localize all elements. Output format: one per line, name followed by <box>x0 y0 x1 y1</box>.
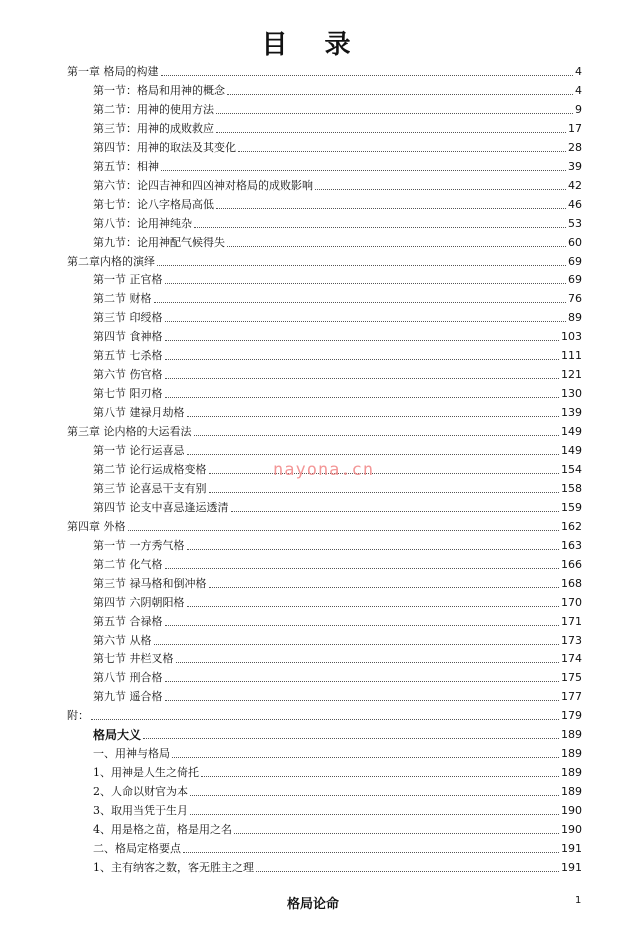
toc-leader-dots <box>201 775 559 777</box>
toc-entry-page: 189 <box>561 747 582 761</box>
toc-entry[interactable] <box>0 137 626 155</box>
toc-entry-label: 第八节 建禄月劫格 <box>93 406 185 420</box>
toc-entry-label: 第一节 正官格 <box>93 273 163 287</box>
toc-entry-page: 162 <box>561 519 582 533</box>
toc-entry-page: 190 <box>561 823 582 836</box>
toc-leader-dots <box>209 586 560 588</box>
toc-entry-label: 第六节 伤官格 <box>93 368 163 382</box>
toc-entry-label: 第四节 食神格 <box>93 330 163 344</box>
toc-leader-dots <box>190 813 559 815</box>
toc-entry-label: 第四章 外格 <box>67 519 126 533</box>
toc-entry-page: 28 <box>568 140 582 154</box>
toc-leader-dots <box>187 548 560 550</box>
toc-entry[interactable] <box>0 857 626 875</box>
toc-entry-label: 一、用神与格局 <box>93 747 170 761</box>
toc-leader-dots <box>187 605 560 607</box>
toc-entry-label: 附： <box>67 709 89 723</box>
toc-entry-label: 4、用是格之苗，格是用之名 <box>93 823 232 836</box>
toc-leader-dots <box>187 415 560 417</box>
toc-entry-page: 189 <box>561 785 582 799</box>
toc-entry-label: 第一节 一方秀气格 <box>93 538 185 552</box>
toc-entry-label: 第三章 论内格的大运看法 <box>67 425 192 439</box>
toc-entry-page: 154 <box>561 462 582 476</box>
toc-leader-dots <box>143 737 559 739</box>
toc-entry-page: 177 <box>561 690 582 704</box>
toc-entry-label: 二、格局定格要点 <box>93 841 181 855</box>
toc-entry-label: 第六节：论四吉神和四凶神对格局的成败影响 <box>93 178 313 192</box>
toc-leader-dots <box>238 150 566 152</box>
toc-leader-dots <box>165 320 567 322</box>
toc-entry[interactable] <box>0 819 626 837</box>
toc-entry[interactable] <box>0 307 626 325</box>
toc-entry[interactable] <box>0 213 626 231</box>
toc-leader-dots <box>165 358 560 360</box>
toc-leader-dots <box>154 643 560 645</box>
toc-entry[interactable] <box>0 554 626 572</box>
toc-entry-page: 171 <box>561 614 582 628</box>
toc-entry[interactable] <box>0 175 626 193</box>
watermark: nayona.cn <box>273 460 375 480</box>
toc-entry-label: 第六节 从格 <box>93 633 152 647</box>
toc-entry[interactable] <box>0 269 626 287</box>
toc-entry-page: 53 <box>568 216 582 230</box>
toc-entry[interactable] <box>0 421 626 439</box>
toc-leader-dots <box>187 453 560 455</box>
toc-entry[interactable] <box>0 686 626 704</box>
toc-entry-page: 69 <box>568 254 582 268</box>
toc-leader-dots <box>231 510 560 512</box>
toc-entry[interactable] <box>0 611 626 629</box>
toc-entry-page: 191 <box>561 860 582 874</box>
toc-entry[interactable] <box>0 497 626 515</box>
toc-entry[interactable] <box>0 762 626 780</box>
toc-entry-page: 149 <box>561 444 582 457</box>
toc-leader-dots <box>216 112 573 114</box>
toc-entry-label: 第五节 合禄格 <box>93 614 163 628</box>
toc-entry-page: 4 <box>575 65 582 78</box>
toc-entry-label: 第四节 六阴朝阳格 <box>93 595 185 609</box>
toc-entry[interactable] <box>0 383 626 401</box>
footer-page-number: 1 <box>575 895 582 906</box>
toc-leader-dots <box>165 699 560 701</box>
toc-entry[interactable] <box>0 118 626 136</box>
toc-entry-label: 1、用神是人生之倚托 <box>93 766 199 780</box>
toc-entry-label: 格局大义 <box>93 728 142 743</box>
toc-leader-dots <box>209 472 560 474</box>
toc-leader-dots <box>165 377 560 379</box>
toc-entry-label: 第三节 印绶格 <box>93 311 163 325</box>
toc-leader-dots <box>216 131 566 133</box>
toc-entry-page: 39 <box>568 159 582 173</box>
toc-leader-dots <box>234 832 559 834</box>
toc-leader-dots <box>165 396 560 398</box>
toc-entry[interactable] <box>0 743 626 761</box>
toc-leader-dots <box>165 624 560 626</box>
toc-entry[interactable] <box>0 705 626 723</box>
toc-entry-label: 第五节：相神 <box>93 159 159 173</box>
toc-entry-label: 第二章内格的演绎 <box>67 254 155 268</box>
toc-entry-page: 139 <box>561 406 582 420</box>
toc-entry[interactable] <box>0 800 626 818</box>
toc-entry-label: 第九节 遥合格 <box>93 690 163 704</box>
toc-leader-dots <box>194 434 560 436</box>
toc-entry-page: 179 <box>561 709 582 723</box>
toc-entry-label: 第三节：用神的成败救应 <box>93 121 214 135</box>
page-title: 目 录 <box>261 30 365 60</box>
toc-entry-label: 2、人命以财官为本 <box>93 785 188 799</box>
toc-entry-page: 189 <box>561 728 582 742</box>
toc-entry-page: 103 <box>561 330 582 344</box>
toc-entry[interactable] <box>0 535 626 553</box>
toc-entry-page: 89 <box>568 311 582 325</box>
toc-leader-dots <box>172 756 559 758</box>
toc-entry-label: 第七节 阳刃格 <box>93 387 163 401</box>
toc-entry[interactable] <box>0 592 626 610</box>
toc-entry-page: 149 <box>561 425 582 439</box>
toc-leader-dots <box>183 851 559 853</box>
toc-entry-page: 173 <box>561 633 582 647</box>
toc-leader-dots <box>315 188 566 190</box>
toc-entry-label: 第二节：用神的使用方法 <box>93 102 214 116</box>
toc-entry[interactable] <box>0 516 626 534</box>
toc-leader-dots <box>154 301 567 303</box>
toc-entry-page: 42 <box>568 178 582 192</box>
toc-entry-page: 158 <box>561 481 582 495</box>
toc-leader-dots <box>227 93 573 95</box>
toc-entry-page: 17 <box>568 121 582 135</box>
toc-entry[interactable] <box>0 194 626 212</box>
toc-entry[interactable] <box>0 402 626 420</box>
toc-entry[interactable] <box>0 478 626 496</box>
toc-entry-page: 191 <box>561 841 582 855</box>
toc-leader-dots <box>190 794 559 796</box>
toc-entry-label: 第七节：论八字格局高低 <box>93 197 214 211</box>
toc-entry-label: 第七节 井栏叉格 <box>93 652 174 666</box>
toc-leader-dots <box>161 169 566 171</box>
toc-entry-label: 第二节 化气格 <box>93 557 163 571</box>
toc-entry-page: 189 <box>561 766 582 780</box>
toc-entry-label: 1、主有纳客之数，客无胜主之理 <box>93 860 254 874</box>
toc-leader-dots <box>209 491 560 493</box>
toc-entry[interactable] <box>0 288 626 306</box>
footer-book-title: 格局论命 <box>286 897 339 912</box>
toc-entry-page: 76 <box>568 292 582 306</box>
toc-entry-label: 第五节 七杀格 <box>93 349 163 363</box>
toc-leader-dots <box>128 529 560 531</box>
toc-entry[interactable] <box>0 80 626 98</box>
toc-entry-label: 第一节 论行运喜忌 <box>93 444 185 457</box>
toc-entry[interactable] <box>0 648 626 666</box>
toc-entry-label: 第八节：论用神纯杂 <box>93 216 192 230</box>
toc-entry-page: 121 <box>561 368 582 382</box>
toc-entry-page: 175 <box>561 671 582 685</box>
toc-leader-dots <box>165 339 560 341</box>
toc-entry-page: 190 <box>561 804 582 818</box>
toc-entry[interactable] <box>0 440 626 458</box>
toc-entry[interactable] <box>0 667 626 685</box>
toc-leader-dots <box>165 680 560 682</box>
toc-entry-page: 46 <box>568 197 582 211</box>
toc-entry[interactable] <box>0 99 626 117</box>
toc-entry[interactable] <box>0 232 626 250</box>
toc-entry[interactable] <box>0 724 626 742</box>
toc-entry-label: 第二节 论行运成格变格 <box>93 462 207 476</box>
toc-entry-label: 第四节 论支中喜忌逢运透清 <box>93 500 229 514</box>
toc-entry[interactable] <box>0 838 626 856</box>
toc-leader-dots <box>176 661 560 663</box>
toc-entry-page: 163 <box>561 538 582 552</box>
toc-leader-dots <box>227 245 566 247</box>
toc-leader-dots <box>216 207 566 209</box>
toc-leader-dots <box>256 870 559 872</box>
toc-entry-page: 130 <box>561 387 582 401</box>
toc-entry-label: 第八节 刑合格 <box>93 671 163 685</box>
toc-entry[interactable] <box>0 251 626 269</box>
toc-entry-page: 4 <box>575 83 582 97</box>
toc-entry-page: 170 <box>561 595 582 609</box>
toc-entry[interactable] <box>0 345 626 363</box>
toc-entry-label: 第四节：用神的取法及其变化 <box>93 140 236 154</box>
toc-leader-dots <box>161 74 574 76</box>
toc-entry[interactable] <box>0 781 626 799</box>
toc-leader-dots <box>91 718 559 720</box>
toc-leader-dots <box>165 567 560 569</box>
toc-entry[interactable] <box>0 630 626 648</box>
toc-entry[interactable] <box>0 364 626 382</box>
toc-entry-page: 111 <box>561 349 582 363</box>
toc-entry-page: 69 <box>568 273 582 287</box>
toc-entry-page: 166 <box>561 557 582 571</box>
toc-entry[interactable] <box>0 326 626 344</box>
toc-entry[interactable] <box>0 61 626 79</box>
toc-leader-dots <box>165 282 567 284</box>
toc-leader-dots <box>157 264 566 266</box>
toc-entry-page: 159 <box>561 500 582 514</box>
toc-entry-label: 第三节 禄马格和倒冲格 <box>93 576 207 590</box>
toc-entry-label: 第一章 格局的构建 <box>67 65 159 78</box>
toc-entry-label: 第一节：格局和用神的概念 <box>93 83 225 97</box>
toc-entry-label: 3、取用当凭于生月 <box>93 804 188 818</box>
toc-entry-label: 第三节 论喜忌干支有别 <box>93 481 207 495</box>
toc-entry-label: 第九节：论用神配气候得失 <box>93 235 225 249</box>
toc-leader-dots <box>194 226 566 228</box>
toc-entry[interactable] <box>0 156 626 174</box>
toc-entry[interactable] <box>0 573 626 591</box>
toc-entry-page: 60 <box>568 235 582 249</box>
toc-entry-label: 第二节 财格 <box>93 292 152 306</box>
toc-entry-page: 174 <box>561 652 582 666</box>
toc-entry-page: 168 <box>561 576 582 590</box>
toc-entry-page: 9 <box>575 102 582 116</box>
